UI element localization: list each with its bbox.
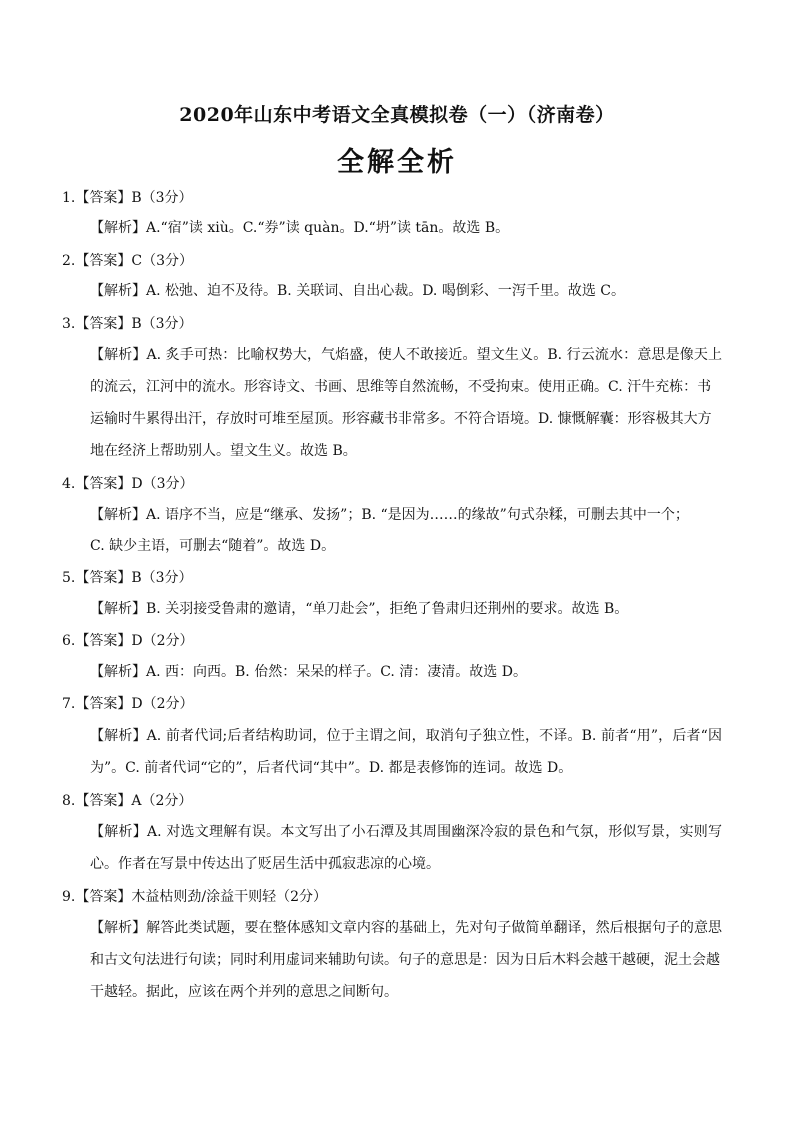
answer-line: 7.【答案】D（2分）: [62, 696, 194, 712]
analysis-line: C. 缺少主语，可删去“随着”。故选 D。: [90, 538, 336, 554]
page-title: 2020年山东中考语文全真模拟卷（一）（济南卷）: [179, 104, 615, 126]
analysis-line: 的流云，江河中的流水。形容诗文、书画、思维等自然流畅，不受拘束。使用正确。C. 汗牛充栋：书: [90, 379, 712, 395]
analysis-line: 【解析】A. 语序不当，应是“继承、发扬”；B. “是因为……的缘故”句式杂糅，可删去其中一个；: [90, 507, 689, 523]
analysis-line: 【解析】A.“宿”读 xiù。C.“券”读 quàn。D.“坍”读 tān。故选 B。: [90, 220, 510, 236]
answer-line: 1.【答案】B（3分）: [62, 190, 193, 206]
page-subtitle: 全解全析: [337, 147, 457, 178]
answer-line: 5.【答案】B（3分）: [62, 570, 193, 586]
analysis-line: 干越轻。据此，应该在两个并列的意思之间断句。: [90, 984, 398, 1000]
analysis-line: 【解析】A. 炙手可热：比喻权势大，气焰盛，使人不敢接近。望文生义。B. 行云流水：意思是像天上: [90, 347, 722, 363]
analysis-line: 【解析】B. 关羽接受鲁肃的邀请，“单刀赴会”，拒绝了鲁肃归还荆州的要求。故选 B。: [90, 601, 629, 617]
answer-line: 3.【答案】B（3分）: [62, 316, 193, 332]
answer-line: 6.【答案】D（2分）: [62, 633, 194, 649]
answer-line: 9.【答案】木益枯则劲/涂益干则轻（2分）: [62, 889, 327, 905]
analysis-line: 地在经济上帮助别人。望文生义。故选 B。: [90, 443, 357, 459]
analysis-line: 运输时牛累得出汗，存放时可堆至屋顶。形容藏书非常多。不符合语境。D. 慷慨解囊：形容极其大方: [90, 411, 712, 427]
analysis-line: 【解析】解答此类试题，要在整体感知文章内容的基础上，先对句子做简单翻译，然后根据句子的意思: [90, 920, 722, 936]
answer-line: 2.【答案】C（3分）: [62, 253, 193, 269]
analysis-line: 心。作者在写景中传达出了贬居生活中孤寂悲凉的心境。: [90, 856, 440, 872]
answer-line: 4.【答案】D（3分）: [62, 476, 194, 492]
analysis-line: 【解析】A. 松弛、迫不及待。B. 关联词、自出心裁。D. 喝倒彩、一泻千里。故选 C。: [90, 283, 625, 299]
answer-line: 8.【答案】A（2分）: [62, 793, 193, 809]
analysis-line: 【解析】A. 西：向西。B. 佁然：呆呆的样子。C. 清：凄清。故选 D。: [90, 664, 527, 680]
analysis-line: 为”。C. 前者代词“它的”，后者代词“其中”。D. 都是表修饰的连词。故选 D。: [90, 760, 573, 776]
analysis-line: 【解析】A. 前者代词;后者结构助词，位于主谓之间，取消句子独立性，不译。B. 前者“用”，后者“因: [90, 728, 722, 744]
analysis-line: 和古文句法进行句读；同时利用虚词来辅助句读。句子的意思是：因为日后木料会越干越硬，泥土会越: [90, 952, 720, 968]
analysis-line: 【解析】A. 对选文理解有误。本文写出了小石潭及其周围幽深冷寂的景色和气氛，形似写景，实则写: [90, 824, 722, 840]
